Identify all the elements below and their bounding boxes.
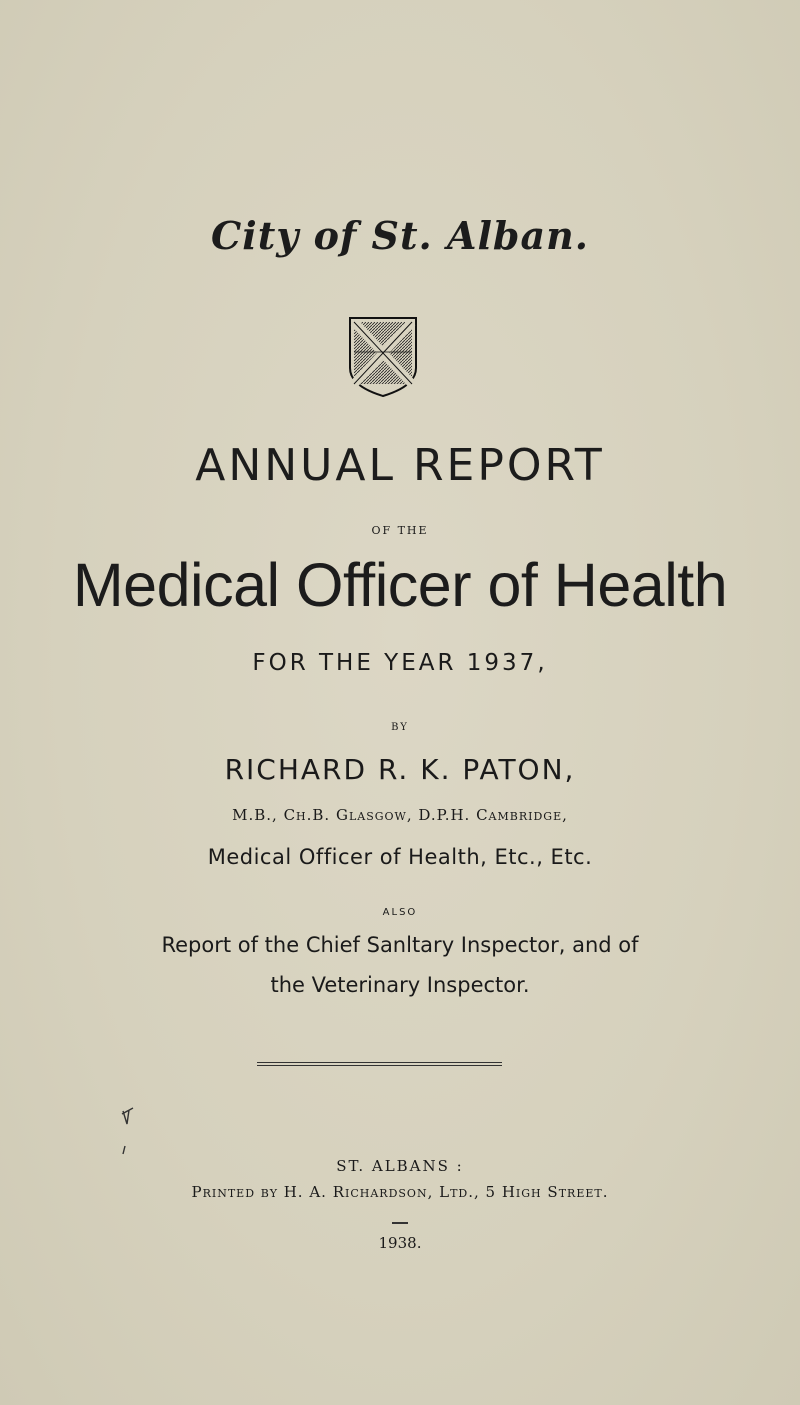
year-line: FOR THE YEAR 1937, <box>252 650 548 676</box>
also-label: ALSO <box>382 907 418 918</box>
imprint-year: 1938. <box>378 1234 422 1252</box>
also-line-1: Report of the Chief Sanltary Inspector, and of <box>161 933 639 957</box>
also-line-2: the Veterinary Inspector. <box>270 973 530 997</box>
imprint-place: ST. ALBANS : <box>336 1157 464 1175</box>
divider-rule <box>257 1065 502 1066</box>
shield-crest-icon <box>348 316 418 398</box>
office-title: Medical Officer of Health <box>72 551 728 619</box>
of-the-label: OF THE <box>371 524 429 537</box>
imprint-dash <box>392 1222 408 1224</box>
city-title: City of St. Alban. <box>211 213 589 258</box>
by-label: BY <box>391 722 409 733</box>
author-name: RICHARD R. K. PATON, <box>224 753 576 786</box>
author-position: Medical Officer of Health, Etc., Etc. <box>207 845 593 869</box>
report-title: ANNUAL REPORT <box>195 440 605 491</box>
author-qualifications: M.B., Ch.B. Glasgow, D.P.H. Cambridge, <box>232 806 568 824</box>
divider-rule <box>257 1062 502 1063</box>
imprint-printer: Printed by H. A. Richardson, Ltd., 5 High Street. <box>191 1183 609 1201</box>
pencil-mark-icon <box>117 1106 137 1156</box>
